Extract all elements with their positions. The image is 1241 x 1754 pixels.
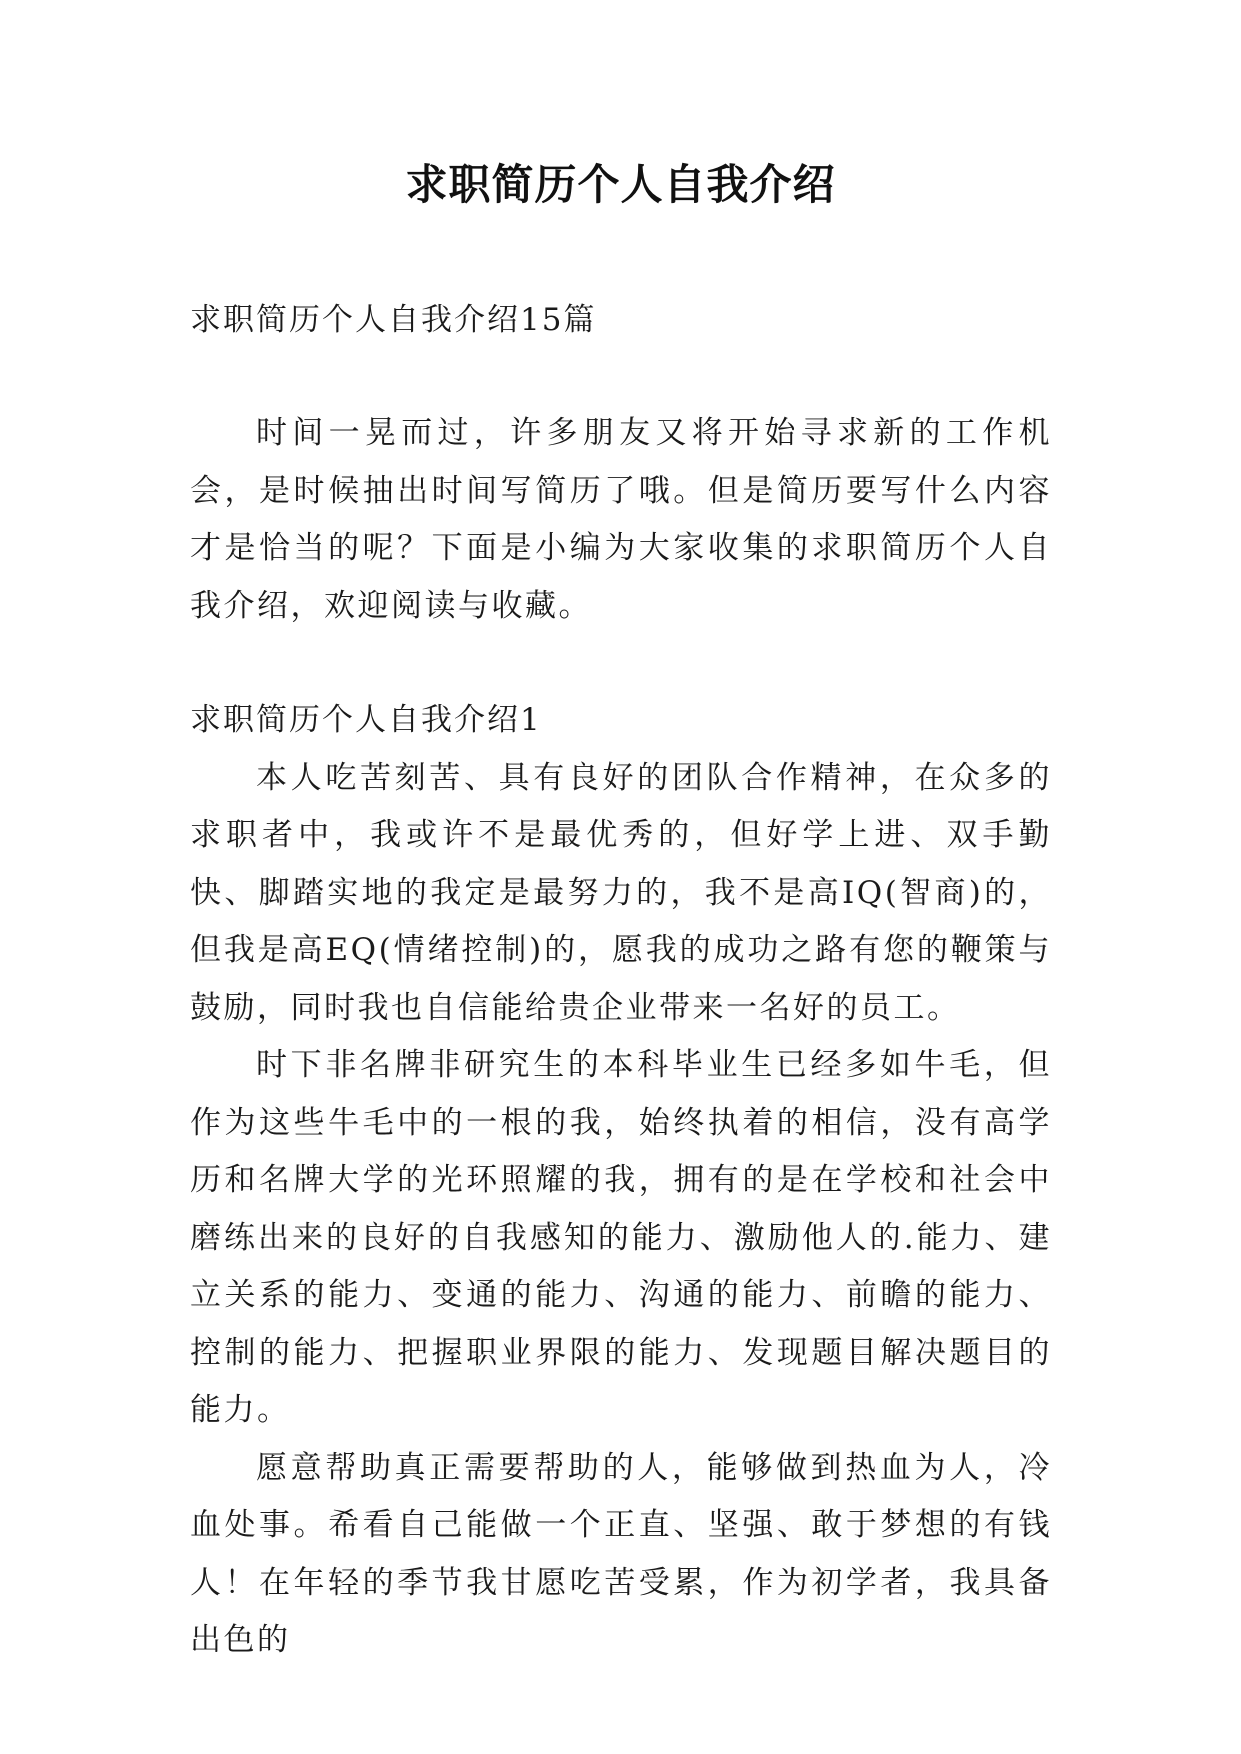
intro-block bbox=[190, 405, 1052, 635]
section-1-paragraph-2: 时下非名牌非研究生的本科毕业生已经多如牛毛，但作为这些牛毛中的一根的我，始终执着的相信，没有高学历和名牌大学的光环照耀的我，拥有的是在学校和社会中磨练出来的良好的自我感知的能力、激励他人的.能力、建立关系的能力、变通的能力、沟通的能力、前瞻的能力、控制的能力、把握职业界限的能力、发现题目解决题目的能力。 bbox=[190, 1047, 1052, 1428]
section-1-paragraph-3: 愿意帮助真正需要帮助的人，能够做到热血为人，冷血处事。希看自己能做一个正直、坚强、敢于梦想的有钱人！在年轻的季节我甘愿吃苦受累，作为初学者，我具备出色的 bbox=[190, 1449, 1052, 1658]
intro-paragraph: 时间一晃而过，许多朋友又将开始寻求新的工作机会，是时候抽出时间写简历了哦。但是简历要写什么内容才是恰当的呢？下面是小编为大家收集的求职简历个人自我介绍，欢迎阅读与收藏。 bbox=[190, 415, 1052, 624]
document-subtitle: 求职简历个人自我介绍15篇 bbox=[190, 302, 597, 338]
section-1 bbox=[190, 692, 1052, 1670]
section-1-paragraph-1: 本人吃苦刻苦、具有良好的团队合作精神，在众多的求职者中，我或许不是最优秀的，但好学上进、双手勤快、脚踏实地的我定是最努力的，我不是高IQ(智商)的，但我是高EQ(情绪控制)的，愿我的成功之路有您的鞭策与鼓励，同时我也自信能给贵企业带来一名好的员工。 bbox=[190, 759, 1052, 1026]
section-1-heading: 求职简历个人自我介绍1 bbox=[190, 702, 542, 738]
document-title: 求职简历个人自我介绍 bbox=[405, 160, 836, 209]
